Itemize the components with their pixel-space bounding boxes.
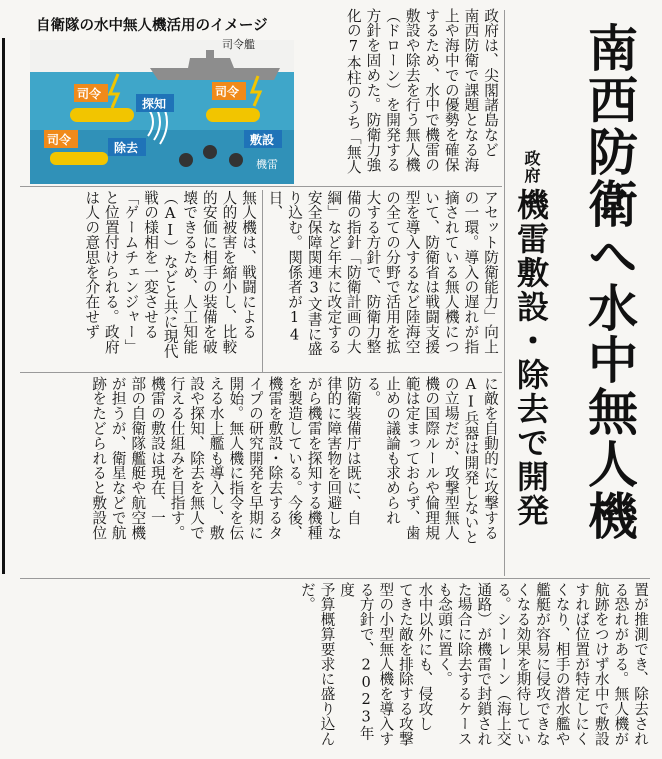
col3-line-4: 機の国際ルールや倫理規 xyxy=(423,376,441,540)
col4-line-6: 艦艇が容易に侵攻できな xyxy=(534,582,552,746)
col3-line-11: を製造している。今後、 xyxy=(286,376,304,540)
col3-line-10: がら機雷を探知する機種 xyxy=(305,376,323,540)
col3-line-5: 範は定まっておらず、歯 xyxy=(403,376,421,540)
col4-line-9: 通路）が機雷で封鎖され xyxy=(475,582,493,746)
divider xyxy=(262,190,263,372)
col2-line-8: 備の指針「防衛計画の大 xyxy=(344,190,362,354)
col3-line-2: AI兵器は開発しないと xyxy=(462,376,480,545)
label-mine-text: 機雷 xyxy=(256,158,278,171)
col1-line-6: （ドローン）を開発する xyxy=(384,8,402,172)
col3-line-15: える水上艦も導入し、敷 xyxy=(207,376,225,540)
label-command-ship: 司令艦 xyxy=(222,38,255,51)
col3-line-7: る。 xyxy=(364,376,382,406)
col1-line-3: 上や海中での優勢を確保 xyxy=(442,8,460,172)
article-col-2b xyxy=(22,190,258,362)
label-command-3-text: 司令 xyxy=(47,133,72,147)
col4-line-14: 型の小型無人機を導入す xyxy=(377,582,395,746)
col1-line-5: 敷設や除去を行う無人機 xyxy=(403,8,421,172)
command-sub-1 xyxy=(70,108,134,122)
subhead: 機雷敷設・除去で開発 xyxy=(512,188,550,528)
col3-line-13: イプの研究開発を早期に xyxy=(246,376,264,540)
col3-line-6: 止めの議論も求められ xyxy=(384,376,402,525)
label-command-1-text: 司令 xyxy=(77,87,102,101)
col2-line-9: 綱」など年末に改定する xyxy=(325,190,343,354)
divider xyxy=(20,186,502,187)
col4-line-11: も念頭に置く。 xyxy=(436,582,454,687)
col1-line-4: するため、水中で機雷の xyxy=(423,8,441,172)
col3-line-14: 開始。無人機に指令を伝 xyxy=(227,376,245,540)
subhead-kicker: 政府 xyxy=(522,150,541,184)
divider xyxy=(20,372,502,373)
col2-line-2: の一環。導入の遅れが指 xyxy=(462,190,480,354)
col3-line-21: 跡をたどられると敷設位 xyxy=(90,376,108,540)
label-command-2-text: 司令 xyxy=(215,85,240,99)
col2b-line-6: 戦の様相を一変させる xyxy=(142,190,160,339)
illustration xyxy=(30,10,294,184)
article-col-2 xyxy=(266,190,500,362)
col3-line-17: 行える仕組みを目指す。 xyxy=(168,376,186,540)
col4-line-7: くなる効果を期待してい xyxy=(514,582,532,746)
col4-line-1: 置が推測でき、除去され xyxy=(632,582,649,746)
col2-line-6: の全ての分野で活用を拡 xyxy=(384,190,402,354)
col2b-line-7: 「ゲームチェンジャー」 xyxy=(122,190,140,354)
divider xyxy=(504,10,505,576)
col4-line-10: た場合に除去するケース xyxy=(455,582,473,746)
article-col-1 xyxy=(300,8,500,180)
col2b-line-9: は人の意思を介在せず xyxy=(83,190,101,339)
col2-line-10: 安全保障関連3文書に盛 xyxy=(305,190,323,357)
col2b-line-3: 的安価に相手の装備を破 xyxy=(200,190,218,354)
figure-title: 自衛隊の水中無人機活用のイメージ xyxy=(36,18,268,34)
page-edge-rule xyxy=(2,38,5,574)
col4-line-12: 水中以外にも、侵攻し xyxy=(416,582,434,731)
col4-line-13: てきた敵を排除する攻撃 xyxy=(396,582,414,746)
col2b-line-8: と位置付けられる。政府 xyxy=(102,190,120,354)
col4-line-5: くなり、相手の潜水艦や xyxy=(553,582,571,746)
label-lay-text: 敷設 xyxy=(250,133,275,147)
col1-line-7: 方針を固めた。防衛力強 xyxy=(364,8,382,172)
label-detect-text: 探知 xyxy=(142,97,167,111)
col3-line-18: 機雷の敷設は現在、一 xyxy=(148,376,166,525)
col1-line-2: 南西防衛で課題となる海 xyxy=(462,8,480,172)
col2-line-7: 大する方針で、防衛力整 xyxy=(364,190,382,354)
col4-line-8: る。シーレーン（海上交 xyxy=(494,582,512,746)
label-remove-text: 除去 xyxy=(114,141,139,155)
col3-line-1: に敵を自動的に攻撃する xyxy=(482,376,499,540)
col2-line-3: 摘されている無人機につ xyxy=(442,190,460,354)
command-sub-2 xyxy=(206,108,260,122)
col4-line-17: だ。 xyxy=(298,582,316,612)
divider xyxy=(20,578,650,579)
col4-line-4: すれば位置が特定しにく xyxy=(573,582,591,746)
col3-line-3: の立場だが、攻撃型無人 xyxy=(442,376,460,540)
article-col-3 xyxy=(22,376,500,576)
col2-line-11: り込む。関係者が14日、 xyxy=(266,190,304,344)
col2-line-5: 型を導入するなど陸海空 xyxy=(403,190,421,354)
col3-line-20: が担うが、衛星などで航 xyxy=(109,376,127,540)
col3-line-8: 防衛装備庁は既に、自 xyxy=(344,376,362,525)
col1-line-1: 政府は、尖閣諸島など xyxy=(482,8,499,157)
col2b-line-5: （AI）などと共に現代 xyxy=(161,190,179,359)
col3-line-19: 部の自衛隊艦艇や航空機 xyxy=(129,376,147,540)
col3-line-9: 律的に障害物を回避しな xyxy=(325,376,343,540)
command-sub-3 xyxy=(50,152,108,165)
col4-line-16: 予算概算要求に盛り込ん xyxy=(318,582,336,746)
col4-line-15: る方針で、2023年度 xyxy=(338,582,375,741)
col3-line-12: 機雷を敷設・除去するタ xyxy=(266,376,284,540)
col2-line-4: いて、防衛省は戦闘支援 xyxy=(423,190,441,354)
col2b-line-2: 人的被害を縮小し、比較 xyxy=(220,190,238,354)
article-col-4 xyxy=(280,582,650,754)
col2b-line-1: 無人機は、戦闘による xyxy=(240,190,257,339)
col4-line-3: 航跡をつけず水中で敷設 xyxy=(592,582,610,746)
col1-line-8: 化の7本柱のうち「無人 xyxy=(344,8,362,175)
headline: 南西防衛へ水中無人機 xyxy=(580,22,638,542)
col3-line-16: 設や探知、除去を無人で xyxy=(188,376,206,540)
col2-line-1: アセット防衛能力」向上 xyxy=(482,190,499,354)
col2b-line-4: 壊できるため、人工知能 xyxy=(181,190,199,354)
col4-line-2: る恐れがある。無人機が xyxy=(612,582,630,746)
